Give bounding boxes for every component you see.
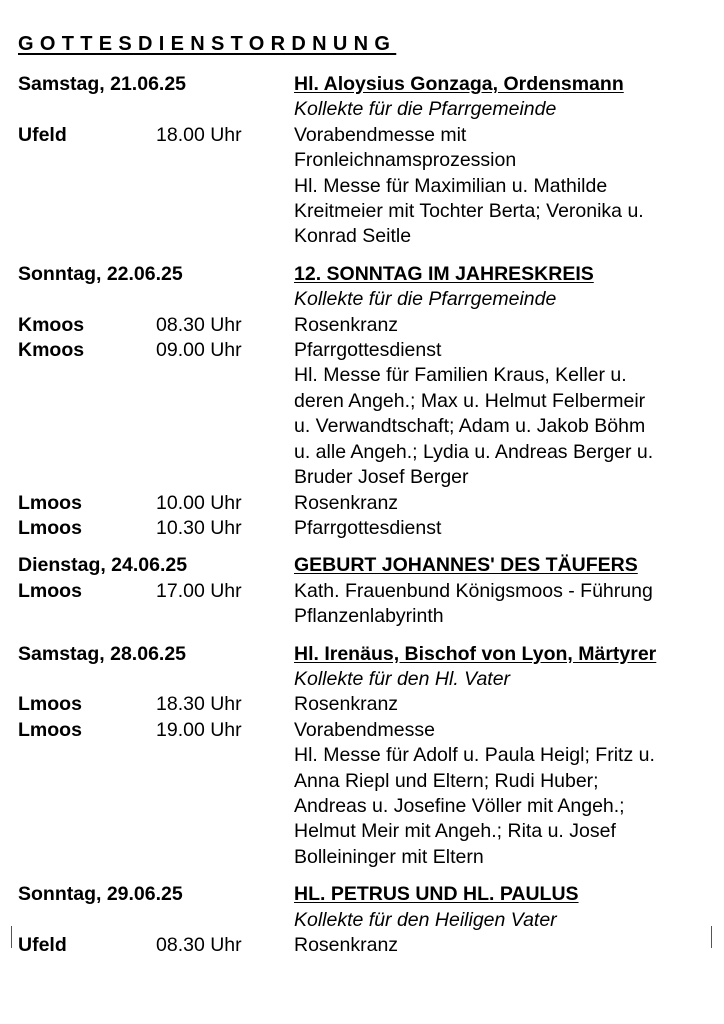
location — [18, 414, 156, 439]
feast-title — [294, 262, 708, 287]
feast-title — [294, 882, 708, 907]
schedule-row — [18, 199, 708, 224]
feast-title — [294, 72, 708, 97]
service-description: u. Verwandtschaft; Adam u. Jakob Böhm — [294, 415, 646, 438]
service-description: Vorabendmesse mit — [294, 123, 467, 146]
spacer-cell — [156, 667, 294, 692]
feast-title — [294, 642, 708, 667]
day-header — [18, 642, 708, 667]
schedule-row — [18, 516, 708, 541]
page-title: GOTTESDIENSTORDNUNG — [18, 33, 397, 55]
collection-row — [18, 667, 708, 692]
location: Ufeld — [18, 123, 67, 146]
spacer-cell — [18, 97, 156, 122]
location — [18, 199, 156, 224]
location — [18, 819, 156, 844]
location — [18, 794, 156, 819]
day-date: Sonntag, 22.06.25 — [18, 262, 183, 285]
schedule-row — [18, 338, 708, 363]
feast-name: Hl. Aloysius Gonzaga, Ordensmann — [294, 73, 624, 95]
service-description: Kreitmeier mit Tochter Berta; Veronika u. — [294, 200, 644, 223]
service-description: Anna Riepl und Eltern; Rudi Huber; — [294, 769, 599, 792]
service-time — [156, 414, 294, 439]
collection-row — [18, 287, 708, 312]
service-schedule — [18, 72, 708, 958]
service-time: 09.00 Uhr — [156, 339, 242, 362]
day-block — [18, 882, 708, 958]
schedule-row — [18, 224, 708, 249]
feast-title — [294, 553, 708, 578]
service-description: deren Angeh.; Max u. Helmut Felbermeir — [294, 389, 646, 412]
service-description: Helmut Meir mit Angeh.; Rita u. Josef — [294, 820, 616, 843]
schedule-row — [18, 845, 708, 870]
location: Lmoos — [18, 516, 82, 539]
spacer-cell — [156, 908, 294, 933]
schedule-row — [18, 819, 708, 844]
service-time: 10.00 Uhr — [156, 491, 242, 514]
service-time — [156, 148, 294, 173]
spacer-cell — [156, 97, 294, 122]
location: Lmoos — [18, 693, 82, 716]
service-description: Hl. Messe für Adolf u. Paula Heigl; Fritz u. — [294, 744, 655, 767]
service-description: Rosenkranz — [294, 934, 399, 956]
schedule-row — [18, 692, 708, 717]
day-block — [18, 72, 708, 250]
service-time — [156, 743, 294, 768]
service-time — [156, 440, 294, 465]
service-time — [156, 199, 294, 224]
schedule-row — [18, 414, 708, 439]
schedule-document — [18, 30, 708, 970]
service-time: 19.00 Uhr — [156, 718, 242, 741]
location: Lmoos — [18, 579, 82, 602]
service-description: Rosenkranz — [294, 693, 399, 716]
location — [18, 174, 156, 199]
service-description: Bolleininger mit Eltern — [294, 845, 484, 868]
day-date: Samstag, 21.06.25 — [18, 73, 187, 95]
spacer-cell — [18, 908, 156, 933]
location: Ufeld — [18, 934, 67, 956]
service-time: 17.00 Uhr — [156, 579, 242, 602]
service-description: Pfarrgottesdienst — [294, 516, 442, 539]
spacer-cell — [156, 287, 294, 312]
service-time — [156, 224, 294, 249]
service-time: 18.30 Uhr — [156, 693, 242, 716]
collection-note: Kollekte für den Heiligen Vater — [294, 908, 557, 931]
location — [18, 769, 156, 794]
location — [18, 440, 156, 465]
schedule-row — [18, 148, 708, 173]
feast-name: HL. PETRUS UND HL. PAULUS — [294, 883, 579, 906]
service-description: Pflanzenlabyrinth — [294, 605, 444, 628]
schedule-row — [18, 440, 708, 465]
schedule-row — [18, 363, 708, 388]
service-description: Hl. Messe für Maximilian u. Mathilde — [294, 174, 608, 197]
spacer-cell — [18, 287, 156, 312]
service-time — [156, 845, 294, 870]
day-header — [18, 262, 708, 287]
schedule-row — [18, 579, 708, 604]
service-time: 18.00 Uhr — [156, 123, 242, 146]
service-description: Pfarrgottesdienst — [294, 339, 442, 362]
service-description: Konrad Seitle — [294, 225, 412, 248]
feast-name: GEBURT JOHANNES' DES TÄUFERS — [294, 554, 638, 577]
service-time — [156, 604, 294, 629]
schedule-row — [18, 718, 708, 743]
left-edge-mark — [11, 926, 12, 948]
schedule-row — [18, 794, 708, 819]
service-description: Rosenkranz — [294, 313, 399, 336]
service-description: Andreas u. Josefine Völler mit Angeh.; — [294, 794, 625, 817]
service-time — [156, 794, 294, 819]
service-description: Kath. Frauenbund Königsmoos - Führung — [294, 579, 653, 602]
day-date: Sonntag, 29.06.25 — [18, 883, 183, 906]
schedule-row — [18, 933, 708, 958]
location — [18, 389, 156, 414]
location: Lmoos — [18, 718, 82, 741]
service-time — [156, 363, 294, 388]
location — [18, 224, 156, 249]
day-block — [18, 262, 708, 541]
service-time — [156, 819, 294, 844]
schedule-row — [18, 604, 708, 629]
location — [18, 148, 156, 173]
location: Kmoos — [18, 339, 85, 362]
location: Lmoos — [18, 491, 82, 514]
location — [18, 604, 156, 629]
schedule-row — [18, 313, 708, 338]
collection-row — [18, 908, 708, 933]
service-time — [156, 769, 294, 794]
service-time — [156, 389, 294, 414]
schedule-row — [18, 389, 708, 414]
service-description: u. alle Angeh.; Lydia u. Andreas Berger u. — [294, 440, 654, 463]
location — [18, 363, 156, 388]
service-time — [156, 465, 294, 490]
schedule-row — [18, 174, 708, 199]
schedule-row — [18, 769, 708, 794]
day-header — [18, 553, 708, 578]
schedule-row — [18, 743, 708, 768]
service-description: Bruder Josef Berger — [294, 466, 469, 489]
service-time: 08.30 Uhr — [156, 934, 242, 956]
collection-note: Kollekte für die Pfarrgemeinde — [294, 288, 557, 311]
location: Kmoos — [18, 313, 85, 336]
right-edge-mark — [711, 926, 712, 948]
feast-name: 12. SONNTAG IM JAHRESKREIS — [294, 262, 594, 285]
location — [18, 743, 156, 768]
schedule-row — [18, 491, 708, 516]
spacer-cell — [18, 667, 156, 692]
location — [18, 465, 156, 490]
collection-row — [18, 97, 708, 122]
service-time: 10.30 Uhr — [156, 516, 242, 539]
day-date: Dienstag, 24.06.25 — [18, 554, 188, 577]
service-description: Rosenkranz — [294, 491, 399, 514]
schedule-row — [18, 465, 708, 490]
service-time: 08.30 Uhr — [156, 313, 242, 336]
schedule-row — [18, 123, 708, 148]
service-description: Hl. Messe für Familien Kraus, Keller u. — [294, 364, 627, 387]
day-header — [18, 72, 708, 97]
location — [18, 845, 156, 870]
service-description: Fronleichnamsprozession — [294, 149, 517, 172]
feast-name: Hl. Irenäus, Bischof von Lyon, Märtyrer — [294, 642, 657, 665]
service-time — [156, 174, 294, 199]
day-block — [18, 642, 708, 871]
day-date: Samstag, 28.06.25 — [18, 642, 187, 665]
day-block — [18, 553, 708, 629]
collection-note: Kollekte für die Pfarrgemeinde — [294, 98, 557, 121]
service-description: Vorabendmesse — [294, 718, 435, 741]
day-header — [18, 882, 708, 907]
collection-note: Kollekte für den Hl. Vater — [294, 667, 511, 690]
